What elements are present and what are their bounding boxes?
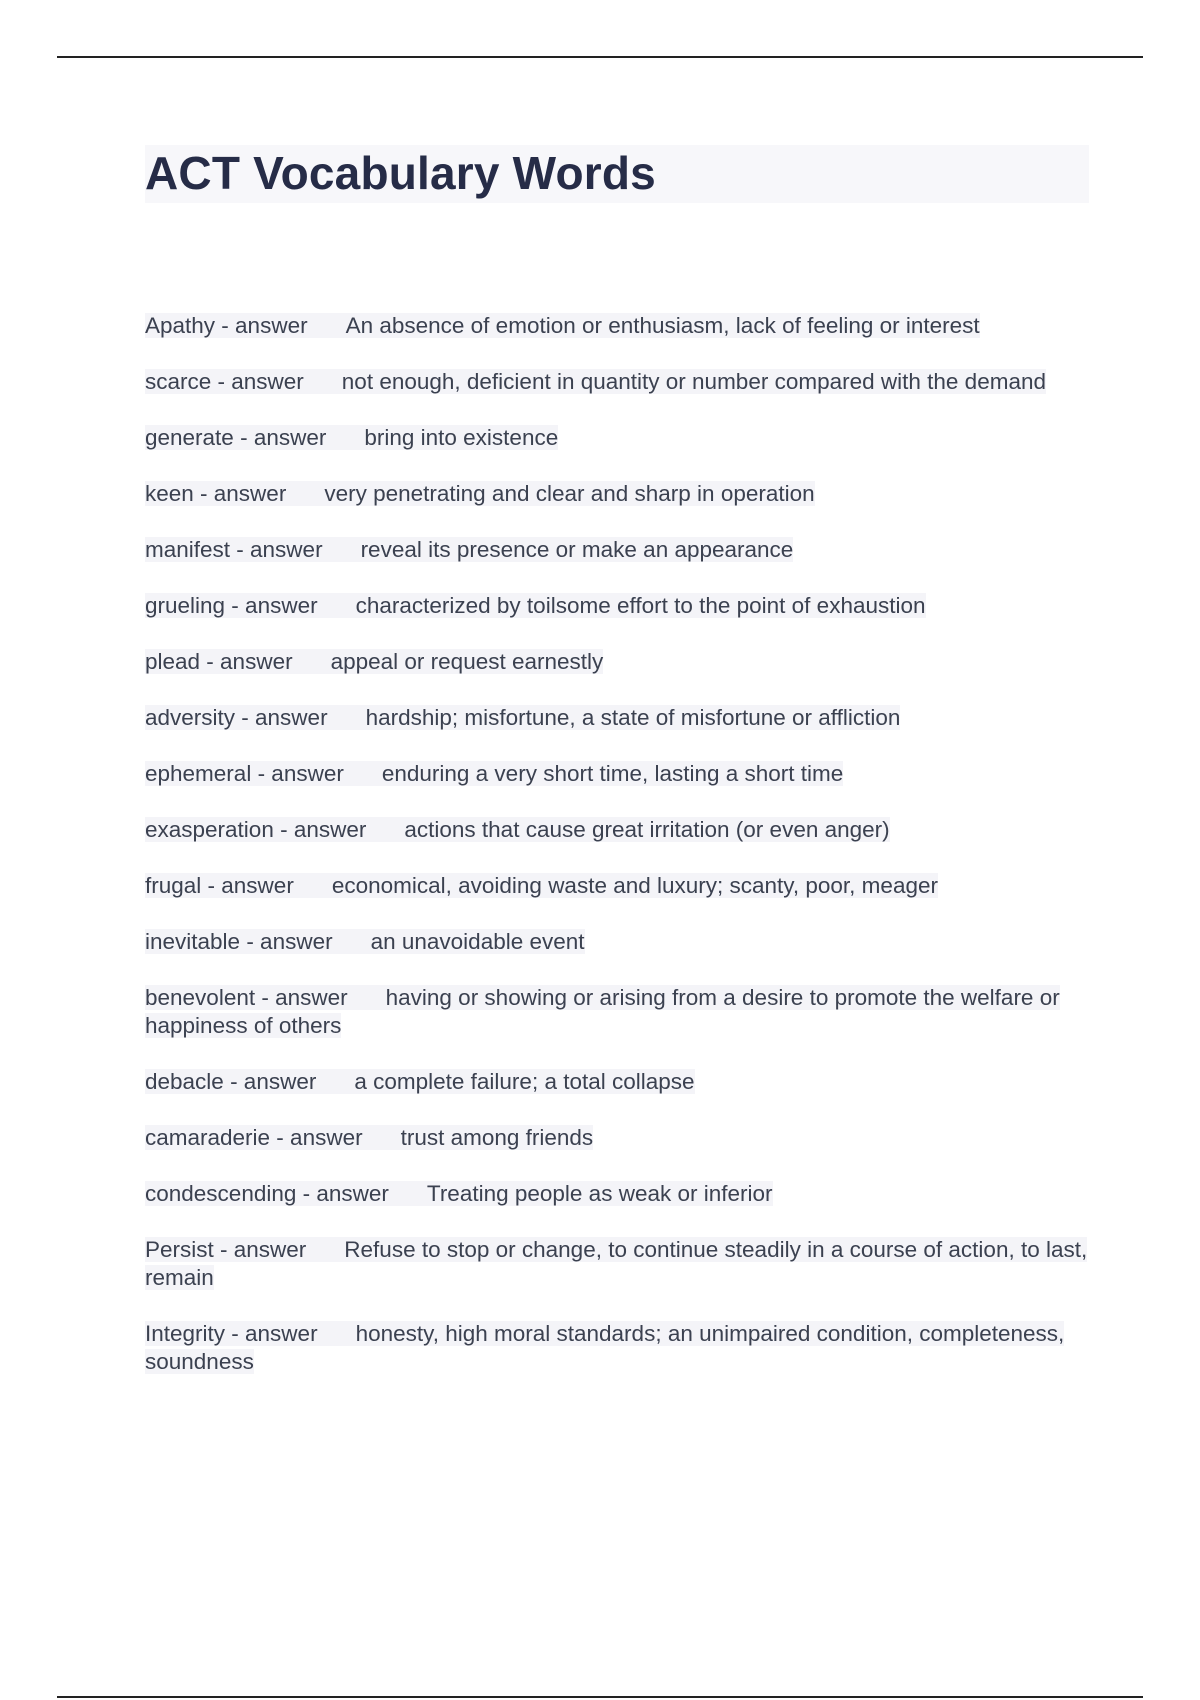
vocab-term: manifest - answer	[145, 537, 323, 562]
vocab-definition: An absence of emotion or enthusiasm, lack of feeling or interest	[345, 313, 980, 338]
vocab-entry	[145, 424, 1089, 452]
vocab-definition: a complete failure; a total collapse	[354, 1069, 695, 1094]
vocab-term: scarce - answer	[145, 369, 304, 394]
vocab-definition: reveal its presence or make an appearance	[360, 537, 794, 562]
vocab-definition: actions that cause great irritation (or even anger)	[404, 817, 890, 842]
vocab-entry	[145, 984, 1089, 1040]
vocab-entry	[145, 816, 1089, 844]
vocab-definition: bring into existence	[364, 425, 559, 450]
vocab-term: inevitable - answer	[145, 929, 333, 954]
vocab-term: frugal - answer	[145, 873, 294, 898]
vocab-definition: an unavoidable event	[370, 929, 585, 954]
vocab-definition: Refuse to stop or change, to continue steadily in a course of action, to last, remain	[145, 1237, 1088, 1290]
vocab-term: plead - answer	[145, 649, 293, 674]
vocab-definition: economical, avoiding waste and luxury; scanty, poor, meager	[331, 873, 938, 898]
vocab-definition: appeal or request earnestly	[330, 649, 604, 674]
top-rule	[57, 56, 1143, 58]
vocab-entry	[145, 592, 1089, 620]
vocab-entry	[145, 1124, 1089, 1152]
page-title: ACT Vocabulary Words	[145, 147, 656, 199]
vocab-definition: Treating people as weak or inferior	[426, 1181, 773, 1206]
vocab-definition: hardship; misfortune, a state of misfortune or affliction	[365, 705, 901, 730]
vocab-term: Persist - answer	[145, 1237, 307, 1262]
vocab-term: grueling - answer	[145, 593, 318, 618]
vocab-term: condescending - answer	[145, 1181, 389, 1206]
vocab-definition: very penetrating and clear and sharp in operation	[324, 481, 815, 506]
vocab-term: camaraderie - answer	[145, 1125, 363, 1150]
vocab-definition: honesty, high moral standards; an unimpaired condition, completeness, soundness	[145, 1321, 1065, 1374]
vocab-entry	[145, 1180, 1089, 1208]
vocabulary-list	[145, 312, 1089, 1404]
vocab-entry	[145, 704, 1089, 732]
vocab-entry	[145, 536, 1089, 564]
vocab-definition: enduring a very short time, lasting a short time	[381, 761, 844, 786]
vocab-term: adversity - answer	[145, 705, 328, 730]
vocab-term: benevolent - answer	[145, 985, 348, 1010]
vocab-definition: having or showing or arising from a desire to promote the welfare or happiness of others	[145, 985, 1060, 1038]
vocab-term: debacle - answer	[145, 1069, 317, 1094]
vocab-term: ephemeral - answer	[145, 761, 344, 786]
vocab-entry	[145, 872, 1089, 900]
vocab-entry	[145, 1320, 1089, 1376]
vocab-entry	[145, 760, 1089, 788]
bottom-rule	[57, 1696, 1143, 1698]
vocab-term: exasperation - answer	[145, 817, 367, 842]
vocab-entry	[145, 480, 1089, 508]
vocab-definition: characterized by toilsome effort to the point of exhaustion	[355, 593, 926, 618]
vocab-term: keen - answer	[145, 481, 287, 506]
vocab-entry	[145, 368, 1089, 396]
vocab-definition: trust among friends	[400, 1125, 594, 1150]
vocab-term: Integrity - answer	[145, 1321, 318, 1346]
vocab-entry	[145, 1068, 1089, 1096]
vocab-term: Apathy - answer	[145, 313, 308, 338]
vocab-term: generate - answer	[145, 425, 327, 450]
vocab-entry	[145, 928, 1089, 956]
vocab-entry	[145, 1236, 1089, 1292]
vocab-definition: not enough, deficient in quantity or number compared with the demand	[341, 369, 1046, 394]
vocab-entry	[145, 312, 1089, 340]
vocab-entry	[145, 648, 1089, 676]
